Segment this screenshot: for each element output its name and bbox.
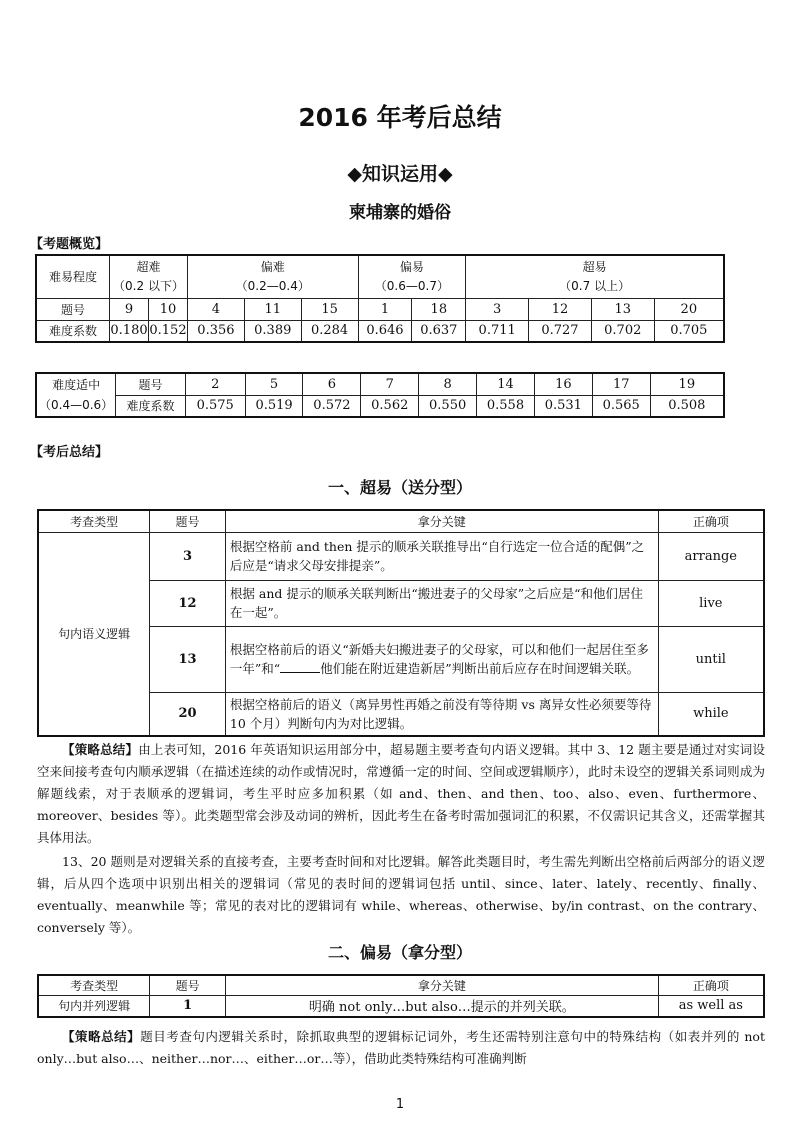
difficulty-coef: 0.550	[419, 395, 477, 417]
header-key: 拿分关键	[225, 510, 658, 532]
header-number: 题号	[150, 510, 226, 532]
strategy-text: 题目考查句内逻辑关系时，除抓取典型的逻辑标记词外，考生还需特别注意句中的特殊结构（如表并列的 not only…but also…、neither…nor…、either…or…等），借助此类特殊结构可准确判断	[37, 1029, 765, 1066]
part1-table	[37, 509, 765, 737]
header-type: 考查类型	[38, 510, 150, 532]
type-cell: 句内语义逻辑	[38, 532, 150, 736]
question-number: 12	[529, 298, 592, 320]
difficulty-coef: 0.356	[187, 320, 244, 342]
strategy-paragraph-1	[37, 739, 765, 849]
question-number: 19	[650, 373, 724, 395]
overview-label: 【考题概览】	[30, 237, 109, 252]
group-cell	[358, 255, 466, 298]
group-cell	[187, 255, 358, 298]
part1-heading: 一、超易（送分型）	[327, 478, 472, 497]
key-cell	[225, 626, 658, 692]
coef-label: 难度系数	[116, 395, 186, 417]
question-number: 12	[150, 580, 226, 626]
group-range: （0.7 以上）	[559, 278, 631, 293]
part2-table	[37, 974, 765, 1018]
header-number: 题号	[150, 975, 226, 995]
answer-cell: while	[658, 692, 764, 736]
answer-cell: arrange	[658, 532, 764, 580]
answer-cell: until	[658, 626, 764, 692]
difficulty-table	[35, 254, 725, 343]
question-number: 20	[150, 692, 226, 736]
difficulty-coef: 0.519	[245, 395, 303, 417]
group-cell	[36, 373, 116, 417]
section-title: ◆知识运用◆	[347, 163, 453, 185]
difficulty-coef: 0.711	[466, 320, 529, 342]
question-number: 7	[361, 373, 419, 395]
question-number: 11	[244, 298, 301, 320]
question-number: 6	[303, 373, 361, 395]
header-type: 考查类型	[38, 975, 150, 995]
question-number: 1	[150, 995, 226, 1017]
group-range: （0.6—0.7）	[374, 278, 449, 293]
question-number: 3	[150, 532, 226, 580]
strategy-text: 由上表可知，2016 年英语知识运用部分中，超易题主要考查句内语义逻辑。其中 3、12 题主要是通过对实词设空来间接考查句内顺承逻辑（在描述连续的动作或情况时，常遵循一定的时间、空间或逻辑顺序），此时未设空的逻辑关系词则成为解题线索，对于表顺承的逻辑词，考生平时应多加积累（如 and、then、and then、too、also、even、furthermore、moreover、besides 等）。此类题型常会涉及动词的辨析，因此考生在备考时需加强词汇的积累，不仅需识记其含义，还需掌握其具体用法。	[37, 742, 765, 845]
group-name: 偏易	[399, 259, 424, 274]
difficulty-coef: 0.702	[591, 320, 654, 342]
number-label: 题号	[116, 373, 186, 395]
key-cell: 根据空格前后的语义（离异男性再婚之前没有等待期 vs 离异女性必须要等待 10 个月）判断句内为对比逻辑。	[225, 692, 658, 736]
number-label: 题号	[36, 298, 110, 320]
difficulty-coef: 0.558	[477, 395, 535, 417]
difficulty-coef: 0.705	[654, 320, 724, 342]
strategy-label: 【策略总结】	[62, 1029, 141, 1044]
question-number: 5	[245, 373, 303, 395]
question-number: 13	[591, 298, 654, 320]
difficulty-coef: 0.389	[244, 320, 301, 342]
passage-title: 柬埔寨的婚俗	[349, 203, 451, 223]
difficulty-label: 难易程度	[36, 255, 110, 298]
summary-label: 【考后总结】	[30, 445, 109, 460]
difficulty-coef: 0.575	[185, 395, 245, 417]
difficulty-coef: 0.562	[361, 395, 419, 417]
group-range: （0.4—0.6）	[39, 398, 114, 412]
part2-heading: 二、偏易（拿分型）	[327, 943, 472, 962]
difficulty-coef: 0.284	[301, 320, 358, 342]
key-cell: 根据 and 提示的顺承关联判断出“搬进妻子的父母家”之后应是“和他们居住在一起”。	[225, 580, 658, 626]
key-text-a: 根据空格前后的语义“新婚夫妇搬进妻子的父母家，可以和他们一起居住至多一年”和“	[229, 642, 649, 676]
group-name: 超易	[582, 259, 607, 274]
group-name: 偏难	[260, 259, 285, 274]
question-number: 9	[110, 298, 149, 320]
difficulty-coef: 0.152	[149, 320, 188, 342]
strategy-paragraph-2: 13、20 题则是对逻辑关系的直接考查，主要考查时间和对比逻辑。解答此类题目时，考生需先判断出空格前后两部分的语义逻辑，后从四个选项中识别出相关的逻辑词（常见的表时间的逻辑词包括 until、since、later、lately、recently、finally、eventually、meanwhile 等；常见的表对比的逻辑词有 while、whereas、otherwise、by/in contrast、on the contrary、conversely 等）。	[37, 854, 765, 935]
question-number: 20	[654, 298, 724, 320]
question-number: 8	[419, 373, 477, 395]
page-number: 1	[395, 1097, 405, 1112]
difficulty-coef: 0.727	[529, 320, 592, 342]
answer-cell: live	[658, 580, 764, 626]
key-cell: 根据空格前 and then 提示的顺承关联推导出“自行选定一位合适的配偶”之后应是“请求父母安排提亲”。	[225, 532, 658, 580]
difficulty-coef: 0.572	[303, 395, 361, 417]
question-number: 13	[150, 626, 226, 692]
type-cell: 句内并列逻辑	[38, 995, 150, 1017]
difficulty-coef: 0.508	[650, 395, 724, 417]
difficulty-coef: 0.637	[412, 320, 466, 342]
coef-label: 难度系数	[36, 320, 110, 342]
question-number: 15	[301, 298, 358, 320]
question-number: 1	[358, 298, 412, 320]
answer-cell: as well as	[658, 995, 764, 1017]
moderate-difficulty-table	[35, 372, 725, 418]
difficulty-coef: 0.180	[110, 320, 149, 342]
question-number: 17	[592, 373, 650, 395]
group-range: （0.2 以下）	[113, 278, 184, 293]
question-number: 18	[412, 298, 466, 320]
group-name: 难度适中	[52, 378, 101, 392]
page-title: 2016 年考后总结	[298, 103, 502, 132]
question-number: 10	[149, 298, 188, 320]
header-key: 拿分关键	[225, 975, 658, 995]
group-cell	[466, 255, 724, 298]
blank-line	[280, 660, 320, 673]
group-name: 超难	[136, 259, 161, 274]
group-range: （0.2—0.4）	[235, 278, 310, 293]
header-answer: 正确项	[658, 510, 764, 532]
question-number: 14	[477, 373, 535, 395]
header-answer: 正确项	[658, 975, 764, 995]
strategy-label: 【策略总结】	[62, 742, 139, 757]
key-text-b: 他们能在附近建造新居”判断出前后应存在时间逻辑关联。	[320, 661, 640, 676]
key-cell: 明确 not only…but also…提示的并列关联。	[225, 995, 658, 1017]
question-number: 2	[185, 373, 245, 395]
difficulty-coef: 0.565	[592, 395, 650, 417]
question-number: 16	[534, 373, 592, 395]
difficulty-coef: 0.531	[534, 395, 592, 417]
difficulty-coef: 0.646	[358, 320, 412, 342]
question-number: 4	[187, 298, 244, 320]
strategy-paragraph-3	[37, 1026, 765, 1070]
question-number: 3	[466, 298, 529, 320]
group-cell	[110, 255, 188, 298]
